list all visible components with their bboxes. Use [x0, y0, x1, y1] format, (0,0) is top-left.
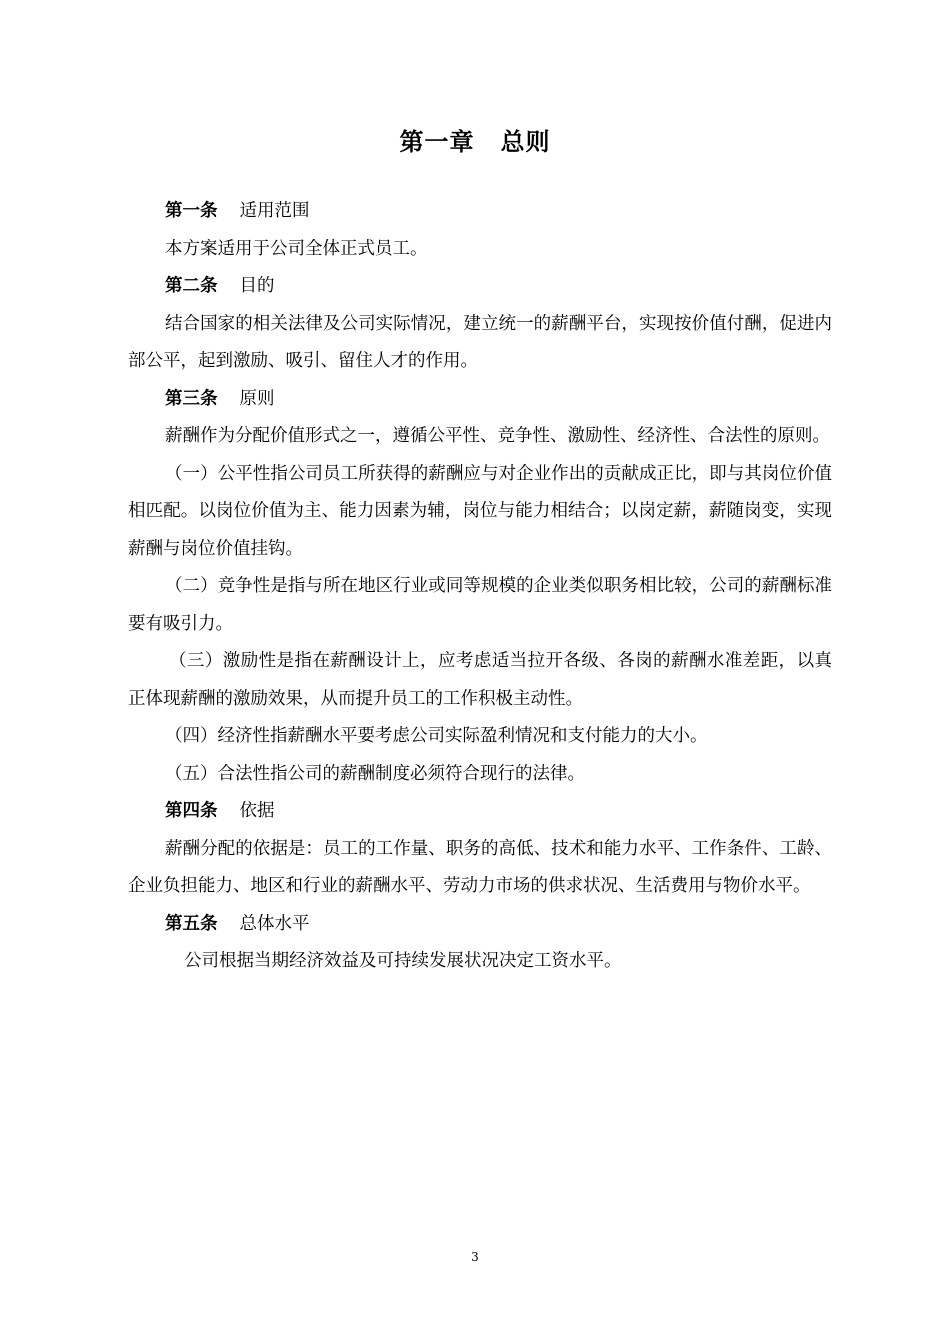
chapter-title: [0, 122, 950, 157]
article-paragraph: 薪酬作为分配价值形式之一，遵循公平性、竞争性、激励性、经济性、合法性的原则。: [165, 426, 830, 446]
article-title: 原则: [239, 388, 275, 409]
chapter-number: 第一章: [399, 128, 475, 156]
article-title: 总体水平: [239, 913, 310, 934]
article-heading: [128, 268, 832, 306]
article-paragraph: 本方案适用于公司全体正式员工。: [165, 238, 428, 259]
article-heading: [128, 793, 832, 831]
article-heading: [128, 193, 832, 231]
document-body: [128, 193, 832, 981]
article-number: 第五条: [165, 913, 218, 934]
chapter-name: 总则: [500, 128, 551, 156]
article-number: 第四条: [165, 801, 218, 821]
article-number: 第三条: [165, 388, 218, 409]
article-title: 适用范围: [239, 201, 310, 221]
article-title: 目的: [239, 276, 275, 296]
article-paragraph: 结合国家的相关法律及公司实际情况，建立统一的薪酬平台，实现按价值付酬，促进内部公平，起到激励、吸引、留住人才的作用。: [128, 313, 832, 371]
principle-item-fairness: （一）公平性指公司员工所获得的薪酬应与对企业作出的贡献成正比，即与其岗位价值相匹配。以岗位价值为主、能力因素为辅，岗位与能力相结合；以岗定薪，薪随岗变，实现薪酬与岗位价值挂钩。: [128, 463, 832, 559]
article-heading: [128, 906, 832, 944]
page-number: 3: [471, 1250, 479, 1264]
principle-item-legality: （五）合法性指公司的薪酬制度必须符合现行的法律。: [165, 763, 585, 784]
principle-item-economy: （四）经济性指薪酬水平要考虑公司实际盈利情况和支付能力的大小。: [165, 726, 708, 746]
article-paragraph: 薪酬分配的依据是：员工的工作量、职务的高低、技术和能力水平、工作条件、工龄、企业负担能力、地区和行业的薪酬水平、劳动力市场的供求状况、生活费用与物价水平。: [128, 838, 832, 896]
principle-item-competitiveness: （二）竞争性是指与所在地区行业或同等规模的企业类似职务相比较，公司的薪酬标准要有吸引力。: [128, 576, 832, 634]
article-number: 第二条: [165, 276, 218, 296]
article-heading: [128, 381, 832, 419]
article-paragraph: 公司根据当期经济效益及可持续发展状况决定工资水平。: [184, 951, 622, 971]
article-title: 依据: [239, 801, 275, 821]
article-number: 第一条: [165, 201, 218, 221]
principle-item-incentive: （三）激励性是指在薪酬设计上，应考虑适当拉开各级、各岗的薪酬水准差距，以真正体现薪酬的激励效果，从而提升员工的工作积极主动性。: [128, 651, 832, 709]
